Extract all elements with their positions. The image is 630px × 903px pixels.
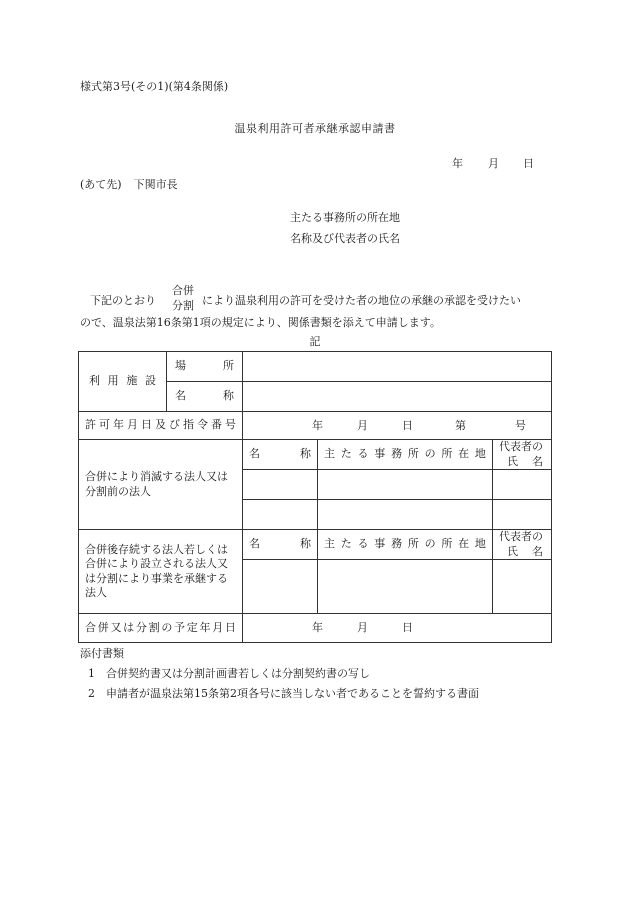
col-name-label-2: 名 称 [249, 537, 311, 551]
place-label-cell [167, 352, 243, 382]
planned-day: 日 [402, 621, 413, 634]
addressee-name: 下関市長 [133, 178, 178, 191]
form-number: 様式第3号(その1)(第4条関係) [80, 80, 229, 93]
col-office-header-2 [318, 530, 493, 560]
facility-label-cell [79, 352, 167, 412]
attachment-number: 2 [88, 687, 95, 700]
dissolved-corp-label-cell [79, 440, 243, 530]
attachment-item [88, 667, 370, 681]
successor-office-field[interactable] [318, 560, 493, 614]
col-office-label: 主 た る 事 務 所 の 所 在 地 [324, 447, 486, 461]
col-office-header [318, 440, 493, 470]
statement-prefix: 下記のとおり [90, 294, 156, 307]
successor-corp-label: 合併後存続する法人若しくは合併により設立される法人又は分割により事業を承継する法人 [85, 542, 228, 599]
col-rep-line1: 代表者の [499, 440, 543, 454]
split-option: 分割 [172, 299, 194, 312]
col-rep-line1-2: 代表者の [499, 530, 543, 544]
dissolved-office-field-2[interactable] [318, 500, 493, 530]
place-field[interactable] [243, 352, 552, 382]
applicant-name-label: 名称及び代表者の氏名 [290, 232, 400, 245]
successor-corp-label-cell [79, 530, 243, 614]
col-rep-line2-2: 氏 名 [507, 544, 544, 558]
applicant-office-location-label: 主たる事務所の所在地 [290, 211, 400, 224]
col-rep-header-2 [493, 530, 552, 560]
permit-month: 月 [357, 418, 368, 432]
col-rep-header [493, 440, 552, 470]
permit-day: 日 [402, 418, 413, 432]
planned-date-label: 合 併 又 は 分 割 の 予 定 年 月 日 [85, 620, 236, 634]
col-name-header-2 [243, 530, 318, 560]
application-statement [80, 283, 560, 329]
statement-suffix: により温泉利用の許可を受けた者の地位の承継の承認を受けたい [202, 294, 521, 307]
facility-label: 利 用 施 設 [89, 374, 156, 388]
name-label: 名 称 [175, 389, 234, 403]
attachment-text: 申請者が温泉法第15条第2項各号に該当しない者であることを誓約する書面 [106, 687, 479, 700]
document-title: 温泉利用許可者承継承認申請書 [234, 122, 396, 135]
dissolved-name-field-2[interactable] [243, 500, 318, 530]
merger-split-choice [172, 283, 194, 313]
ki-label: 記 [309, 335, 321, 348]
statement-line-2: ので、温泉法第16条第1項の規定により、関係書類を添えて申請します。 [80, 316, 441, 329]
name-field[interactable] [243, 382, 552, 412]
attachment-number: 1 [88, 667, 95, 680]
dissolved-office-field-1[interactable] [318, 470, 493, 500]
planned-year: 年 [312, 621, 323, 634]
permit-go: 号 [515, 418, 526, 432]
planned-month: 月 [357, 621, 368, 634]
date-year-label: 年 [452, 157, 463, 170]
attachments-title: 添付書類 [80, 647, 124, 660]
addressee-prefix: (あて先) [80, 178, 122, 191]
permit-year: 年 [312, 418, 323, 432]
name-label-cell [167, 382, 243, 412]
successor-name-field[interactable] [243, 560, 318, 614]
col-name-label: 名 称 [249, 447, 311, 461]
merger-option: 合併 [172, 284, 194, 297]
planned-date-field[interactable] [243, 614, 552, 643]
col-office-label-2: 主 た る 事 務 所 の 所 在 地 [324, 537, 486, 551]
planned-date-label-cell [79, 614, 243, 643]
dissolved-corp-label: 合併により消滅する法人又は分割前の法人 [85, 470, 228, 498]
successor-rep-field[interactable] [493, 560, 552, 614]
attachment-item [88, 687, 479, 701]
place-label: 場 所 [175, 359, 234, 373]
col-rep-line2: 氏 名 [507, 454, 544, 468]
permit-field[interactable] [243, 412, 552, 440]
dissolved-rep-field-2[interactable] [493, 500, 552, 530]
permit-label-cell [79, 412, 243, 440]
dissolved-rep-field-1[interactable] [493, 470, 552, 500]
date-month-label: 月 [488, 157, 499, 170]
permit-label: 許 可 年 月 日 及 び 指 令 番 号 [85, 418, 236, 432]
dissolved-name-field-1[interactable] [243, 470, 318, 500]
date-day-label: 日 [523, 157, 534, 170]
col-name-header [243, 440, 318, 470]
addressee [80, 178, 178, 192]
permit-dai: 第 [455, 418, 466, 432]
attachment-text: 合併契約書又は分割計画書若しくは分割契約書の写し [106, 667, 370, 680]
application-form-table [78, 351, 552, 643]
